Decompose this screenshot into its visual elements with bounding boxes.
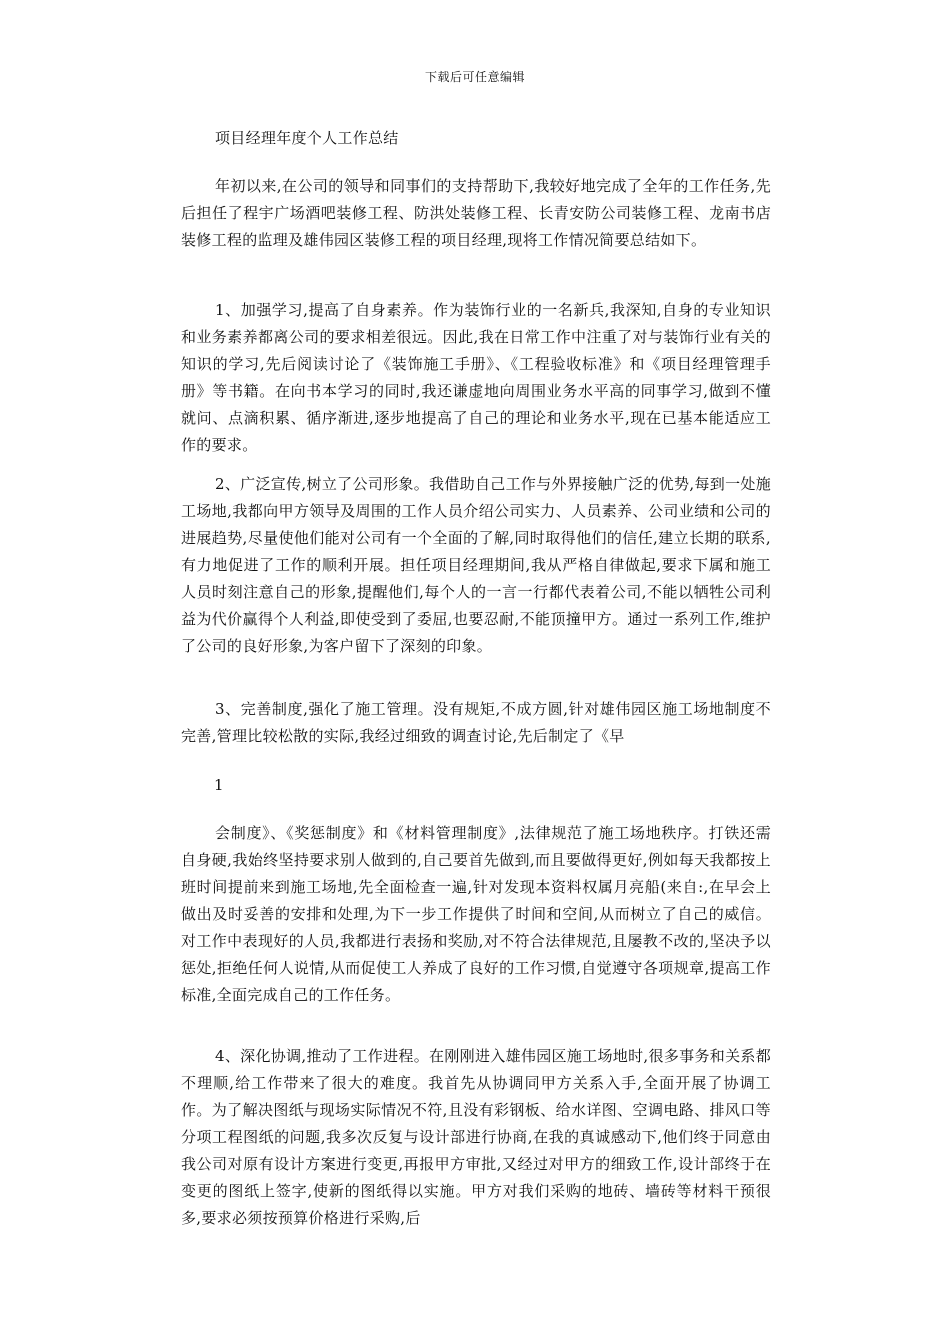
- paragraph-3-text: 3、完善制度,强化了施工管理。没有规矩,不成方圆,针对雄伟园区施工场地制度不完善,管理比较松散的实际,我经过细致的调查讨论,先后制定了《早: [181, 700, 771, 745]
- paragraph-1-text: 1、加强学习,提高了自身素养。作为装饰行业的一名新兵,我深知,自身的专业知识和业务素养都离公司的要求相差很远。因此,我在日常工作中注重了对与装饰行业有关的知识的学习,先后阅读讨论了《装饰施工手册》、《工程验收标准》和《项目经理管理手册》等书籍。在向书本学习的同时,我还谦虚地向周围业务水平高的同事学习,做到不懂就问、点滴积累、循序渐进,逐步地提高了自己的理论和业务水平,现在已基本能适应工作的要求。: [181, 301, 771, 454]
- document-title: 项目经理年度个人工作总结: [215, 129, 399, 147]
- paragraph-4: [181, 1043, 771, 1232]
- paragraph-4-text: 4、深化协调,推动了工作进程。在刚刚进入雄伟园区施工场地时,很多事务和关系都不理顺,给工作带来了很大的难度。我首先从协调同甲方关系入手,全面开展了协调工作。为了解决图纸与现场实际情况不符,且没有彩钢板、给水详图、空调电路、排风口等分项工程图纸的问题,我多次反复与设计部进行协商,在我的真诚感动下,他们终于同意由我公司对原有设计方案进行变更,再报甲方审批,又经过对甲方的细致工作,设计部终于在变更的图纸上签字,使新的图纸得以实施。甲方对我们采购的地砖、墙砖等材料干预很多,要求必须按预算价格进行采购,后: [181, 1047, 771, 1227]
- paragraph-3-continued-text: 会制度》、《奖惩制度》和《材料管理制度》,法律规范了施工场地秩序。打铁还需自身硬,我始终坚持要求别人做到的,自己要首先做到,而且要做得更好,例如每天我都按上班时间提前来到施工场地,先全面检查一遍,针对发现本资料权属月亮船(来自:,在早会上做出及时妥善的安排和处理,为下一步工作提供了时间和空间,从而树立了自己的威信。对工作中表现好的人员,我都进行表扬和奖励,对不符合法律规范,且屡教不改的,坚决予以惩处,拒绝任何人说情,从而促使工人养成了良好的工作习惯,自觉遵守各项规章,提高工作标准,全面完成自己的工作任务。: [181, 824, 771, 1004]
- paragraph-3: [181, 696, 771, 750]
- paragraph-2-text: 2、广泛宣传,树立了公司形象。我借助自己工作与外界接触广泛的优势,每到一处施工场地,我都向甲方领导及周围的工作人员介绍公司实力、人员素养、公司业绩和公司的进展趋势,尽量使他们能对公司有一个全面的了解,同时取得他们的信任,建立长期的联系,有力地促进了工作的顺利开展。担任项目经理期间,我从严格自律做起,要求下属和施工人员时刻注意自己的形象,提醒他们,每个人的一言一行都代表着公司,不能以牺牲公司利益为代价赢得个人利益,即使受到了委屈,也要忍耐,不能顶撞甲方。通过一系列工作,维护了公司的良好形象,为客户留下了深刻的印象。: [181, 475, 771, 655]
- paragraph-2: [181, 471, 771, 660]
- paragraph-intro: [181, 173, 771, 254]
- page-number: 1: [214, 776, 224, 794]
- paragraph-3-continued: [181, 820, 771, 1009]
- header-note: 下载后可任意编辑: [424, 70, 525, 84]
- paragraph-intro-text: 年初以来,在公司的领导和同事们的支持帮助下,我较好地完成了全年的工作任务,先后担任了程宇广场酒吧装修工程、防洪处装修工程、长青安防公司装修工程、龙南书店装修工程的监理及雄伟园区装修工程的项目经理,现将工作情况简要总结如下。: [181, 177, 771, 249]
- paragraph-1: [181, 297, 771, 459]
